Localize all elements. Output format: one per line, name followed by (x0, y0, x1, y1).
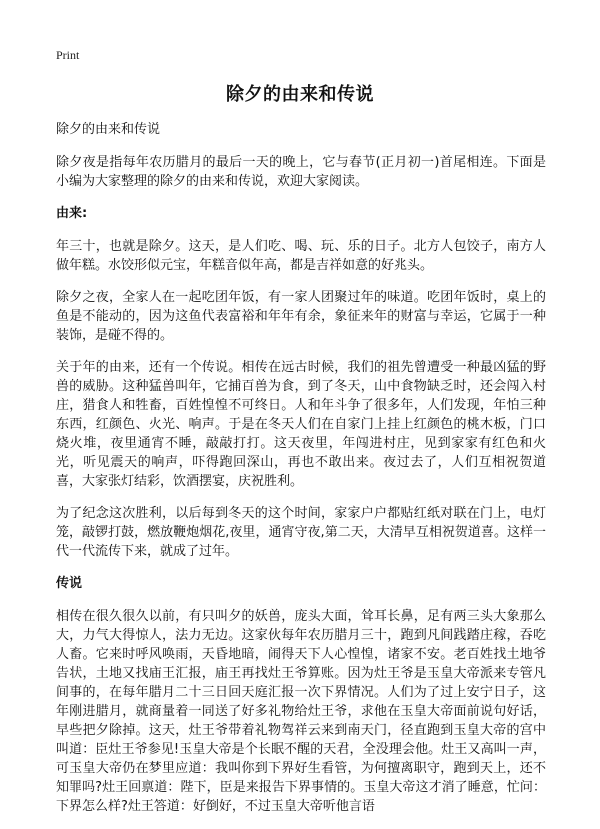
legend-paragraph: 相传在很久很久以前，有只叫夕的妖兽，庞头大面，耸耳长鼻，足有两三头大象那么大，力气大得惊人，法力无边。这家伙每年农历腊月三十，跑到凡间践踏庄稼，吞吃人畜。它来时呼风唤雨，天昏地暗，闹得天下人心惶惶，诸家不安。老百姓找土地爷告状，土地又找庙王汇报，庙王再找灶王爷算账。因为灶王爷是玉皇大帝派来专管凡间事的，在每年腊月二十三日回天庭汇报一次下界情况。人们为了过上安宁日子，这年刚进腊月，就商量着一同送了好多礼物给灶王爷，求他在玉皇大帝面前说句好话，早些把夕除掉。这天，灶王爷带着礼物驾祥云来到南天门，径直跑到玉皇大帝的宫中叫道：臣灶王爷参见!玉皇大帝是个长眠不醒的天君，全没理会他。灶王又高叫一声，可玉皇大帝仍在梦里应道：我叫你到下界好生看管，为何擅离职守，跑到天上，还不知罪吗?灶王回禀道：陛下，臣是来报告下界事情的。玉皇大帝这才消了睡意，忙问：下界怎么样?灶王答道：好倒好，不过玉皇大帝听他言语 (56, 609, 546, 814)
intro-paragraph: 除夕夜是指每年农历腊月的最后一天的晚上，它与春节(正月初一)首尾相连。下面是小编为大家整理的除夕的由来和传说，欢迎大家阅读。 (56, 155, 546, 189)
article-subtitle: 除夕的由来和传说 (56, 122, 161, 137)
page-title: 除夕的由来和传说 (226, 84, 374, 105)
origin-paragraph: 除夕之夜，全家人在一起吃团年饭，有一家人团聚过年的味道。吃团年饭时，桌上的鱼是不能动的，因为这鱼代表富裕和年年有余，象征来年的财富与幸运，它属于一种装饰，是碰不得的。 (56, 290, 546, 343)
section-heading-origin: 由来: (56, 206, 88, 221)
article-body (56, 120, 546, 829)
origin-paragraph: 关于年的由来，还有一个传说。相传在远古时候，我们的祖先曾遭受一种最凶猛的野兽的威胁。这种猛兽叫年，它捕百兽为食，到了冬天，山中食物缺乏时，还会闯入村庄，猎食人和牲畜，百姓惶惶不可终日。人和年斗争了很多年，人们发现，年怕三种东西，红颜色、火光、响声。于是在冬天人们在自家门上挂上红颜色的桃木板，门口烧火堆，夜里通宵不睡，敲敲打打。这天夜里，年闯进村庄，见到家家有红色和火光，听见震天的响声，吓得跑回深山，再也不敢出来。夜过去了，人们互相祝贺道喜，大家张灯结彩，饮酒摆宴，庆祝胜利。 (56, 360, 546, 489)
origin-paragraph: 为了纪念这次胜利，以后每到冬天的这个时间，家家户户都贴红纸对联在门上，电灯笼，敲锣打鼓，燃放鞭炮烟花,夜里，通宵守夜,第二天，大清早互相祝贺道喜。这样一代一代流传下来，就成了过年。 (56, 506, 546, 559)
print-label: Print (56, 48, 80, 62)
section-heading-legend: 传说 (56, 576, 83, 591)
origin-paragraph: 年三十，也就是除夕。这天，是人们吃、喝、玩、乐的日子。北方人包饺子，南方人做年糕。水饺形似元宝，年糕音似年高，都是吉祥如意的好兆头。 (56, 239, 546, 273)
